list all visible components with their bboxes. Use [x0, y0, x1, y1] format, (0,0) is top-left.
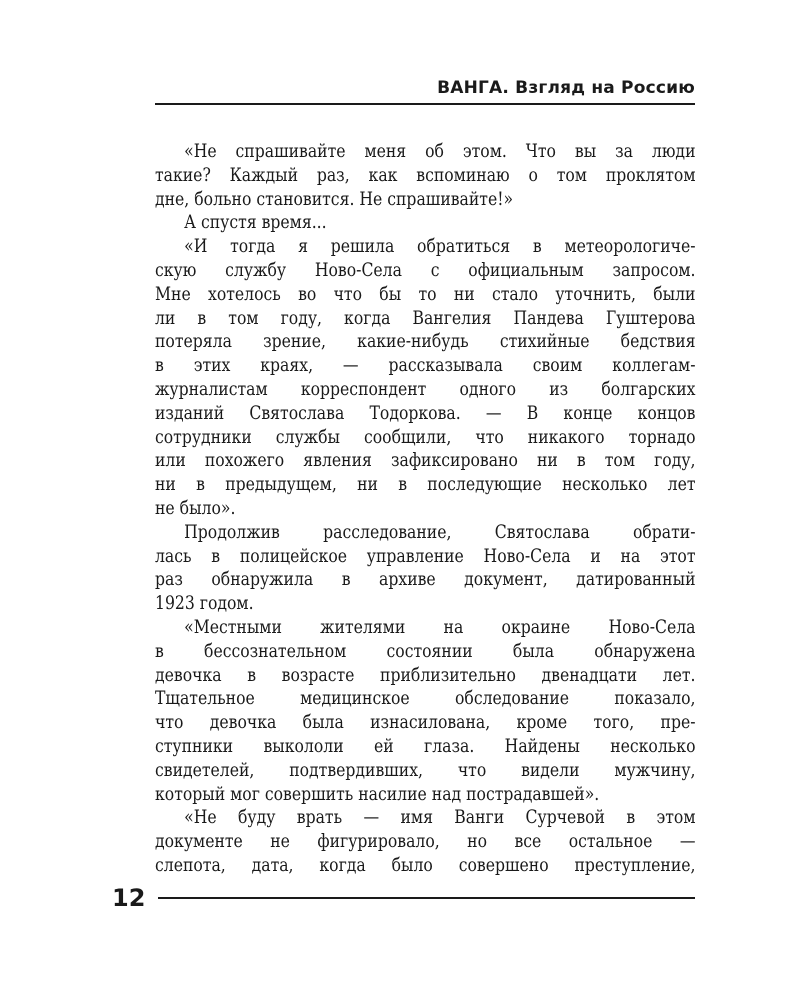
text-line: «Местными жителями на окраине Ново-Села: [184, 616, 696, 638]
footer-rule: [158, 897, 695, 899]
text-line: сотрудники службы сообщили, что никакого торнадо: [155, 426, 696, 448]
text-line: изданий Святослава Тодоркова. — В конце концов: [155, 402, 696, 424]
text-line: дне, больно становится. Не спрашивайте!»: [155, 188, 514, 210]
text-line: такие? Каждый раз, как вспоминаю о том проклятом: [155, 164, 696, 186]
text-line: в бессознательном состоянии была обнаружена: [155, 640, 696, 662]
text-line: ни в предыдущем, ни в последующие несколько лет: [155, 474, 696, 496]
text-line: что девочка была изнасилована, кроме того, пре-: [155, 712, 696, 734]
text-line: журналистам корреспондент одного из болгарских: [155, 378, 696, 400]
text-line: который мог совершить насилие над пострадавшей».: [155, 783, 600, 805]
text-line: Тщательное медицинское обследование показало,: [155, 688, 696, 710]
text-line: Продолжив расследование, Святослава обрати-: [184, 521, 696, 543]
text-line: лась в полицейское управление Ново-Села и на этот: [155, 545, 696, 567]
text-line: ступники выкололи ей глаза. Найдены несколько: [155, 735, 696, 757]
body-text: [155, 140, 696, 878]
text-line: «Не буду врать — имя Ванги Сурчевой в этом: [184, 807, 696, 829]
text-line: 1923 годом.: [155, 593, 254, 615]
page-number: 12: [112, 884, 146, 912]
text-line: скую службу Ново-Села с официальным запросом.: [155, 259, 696, 281]
text-line: не было».: [155, 497, 236, 519]
text-line: девочка в возрасте приблизительно двенадцати лет.: [155, 664, 696, 686]
header-rule: [155, 103, 695, 105]
text-line: или похожего явления зафиксировано ни в том году,: [155, 450, 696, 472]
text-line: раз обнаружила в архиве документ, датированный: [155, 569, 696, 591]
text-line: «Не спрашивайте меня об этом. Что вы за люди: [184, 141, 696, 162]
text-line: ли в том году, когда Вангелия Пандева Гуштерова: [155, 307, 696, 329]
text-line: слепота, дата, когда было совершено преступление,: [155, 854, 696, 876]
text-line: Мне хотелось во что бы то ни стало уточнить, были: [155, 283, 696, 305]
text-line: свидетелей, подтвердивших, что видели мужчину,: [155, 759, 696, 781]
text-line: документе не фигурировало, но все остальное —: [155, 831, 696, 853]
text-line: потеряла зрение, какие-нибудь стихийные бедствия: [155, 331, 696, 353]
text-line: А спустя время...: [184, 212, 327, 234]
running-header-title: ВАНГА. Взгляд на Россию: [437, 78, 695, 98]
text-line: «И тогда я решила обратиться в метеорологиче-: [184, 236, 696, 258]
text-line: в этих краях, — рассказывала своим коллегам-: [155, 355, 696, 377]
